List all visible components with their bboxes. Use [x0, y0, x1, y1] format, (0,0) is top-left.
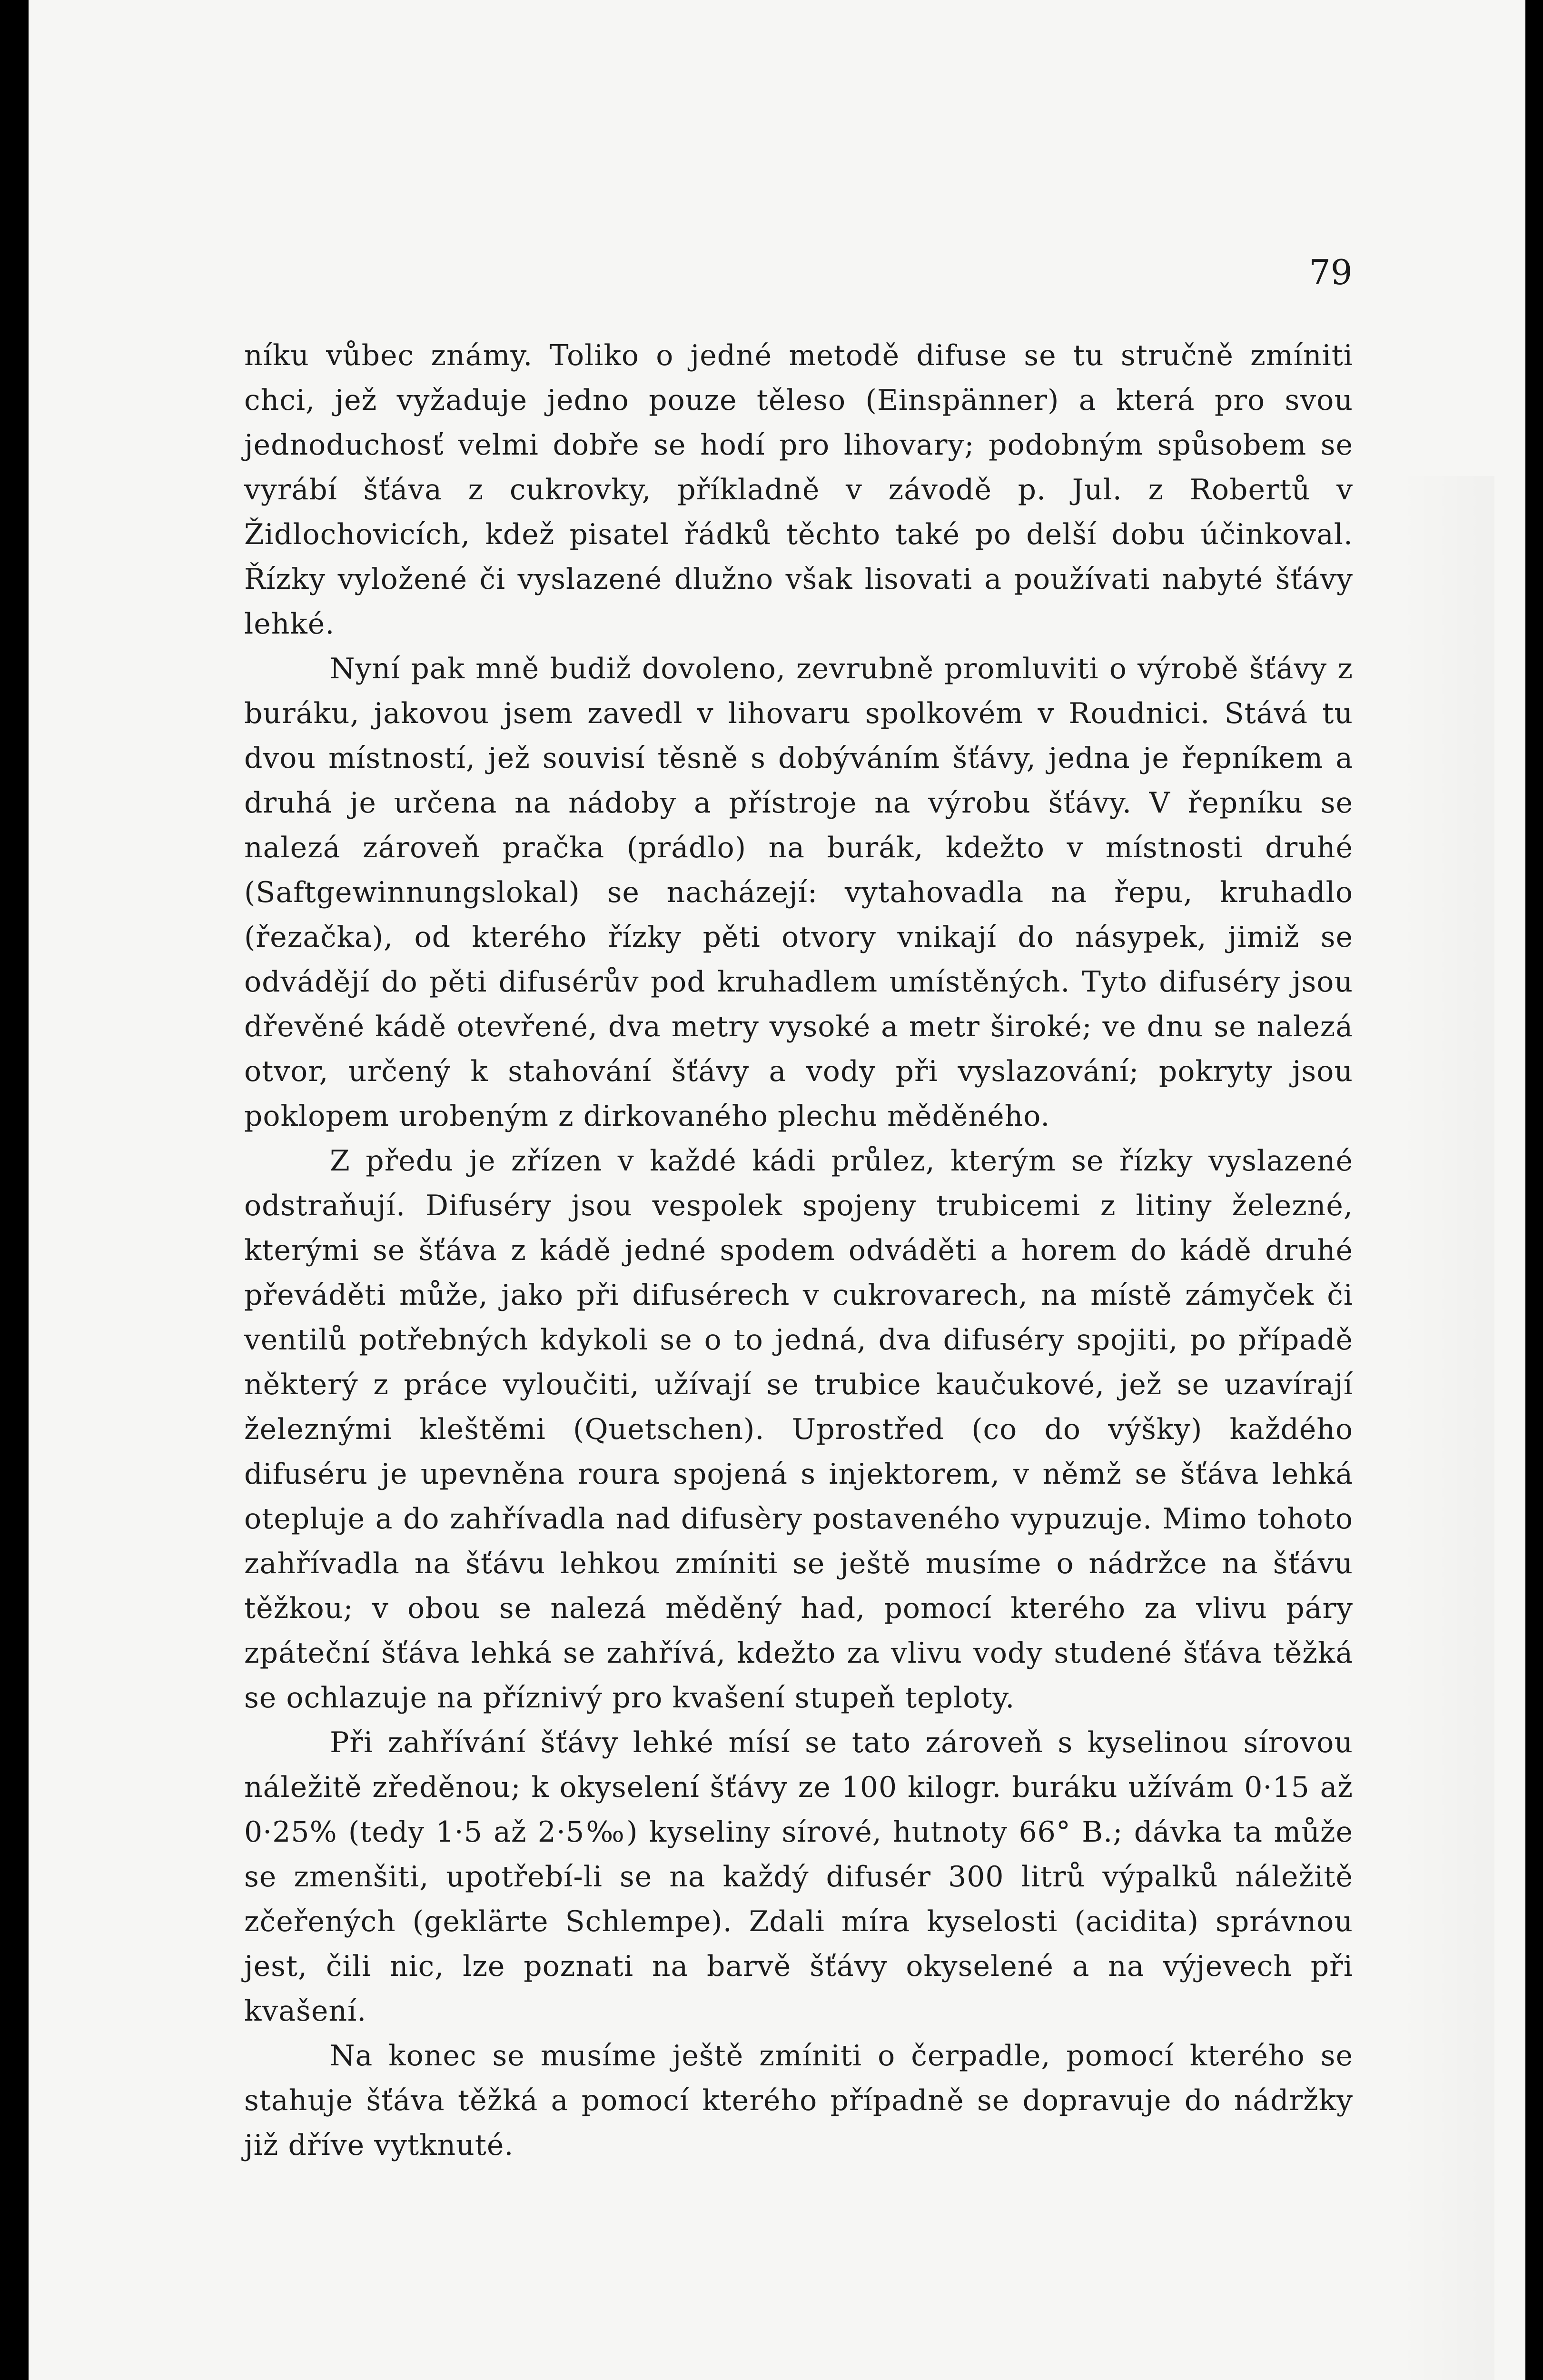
paragraph-3: Z předu je zřízen v každé kádi průlez, kterým se řízky vyslazené odstraňují. Difuséry jsou vespolek spojeny trubicemi z litiny železné, kterými se šťáva z kádě jedné spodem odváděti a horem do kádě druhé převáděti může, jako při difusérech v cukrovarech, na místě zámyček či ventilů potřebných kdykoli se o to jedná, dva difuséry spojiti, po případě některý z práce vyloučiti, užívají se trubice kaučukové, jež se uzavírají železnými kleštěmi (Quetschen). Uprostřed (co do výšky) každého difuséru je upevněna roura spojená s injektorem, v němž se šťáva lehká otepluje a do zahřívadla nad difusèry postaveného vypuzuje. Mimo tohoto zahřívadla na šťávu lehkou zmíniti se ještě musíme o nádržce na šťávu těžkou; v obou se nalezá měděný had, pomocí kterého za vlivu páry zpáteční šťáva lehká se zahřívá, kdežto za vlivu vody studené šťáva těžká se ochlazuje na příznivý pro kvašení stupeň teploty. [244, 1144, 1353, 1715]
paragraph-5: Na konec se musíme ještě zmíniti o čerpadle, pomocí kterého se stahuje šťáva těžká a pomocí kterého případně se dopravuje do nádržky již dříve vytknuté. [244, 2039, 1353, 2162]
page-shading [1399, 476, 1494, 2380]
body-text [244, 333, 1353, 2168]
paragraph-1: níku vůbec známy. Toliko o jedné metodě difuse se tu stručně zmíniti chci, jež vyžaduje jedno pouze těleso (Einspänner) a která pro svou jednoduchosť velmi dobře se hodí pro lihovary; podobným spůsobem se vyrábí šťáva z cukrovky, příkladně v závodě p. Jul. z Robertů v Židlochovicích, kdež pisatel řádků těchto také po delší dobu účinkoval. Řízky vyložené či vyslazené dlužno však lisovati a používati nabyté šťávy lehké. [244, 339, 1353, 641]
book-page [29, 0, 1525, 2380]
paragraph-2: Nyní pak mně budiž dovoleno, zevrubně promluviti o výrobě šťávy z buráku, jakovou jsem zavedl v lihovaru spolkovém v Roudnici. Stává tu dvou místností, jež souvisí těsně s dobýváním šťávy, jedna je řepníkem a druhá je určena na nádoby a přístroje na výrobu šťávy. V řepníku se nalezá zároveň pračka (prádlo) na burák, kdežto v místnosti druhé (Saftgewinnungslokal) se nacházejí: vytahovadla na řepu, kruhadlo (řezačka), od kterého řízky pěti otvory vnikají do násypek, jimiž se odvádějí do pěti difusérův pod kruhadlem umístěných. Tyto difuséry jsou dřevěné kádě otevřené, dva metry vysoké a metr široké; ve dnu se nalezá otvor, určený k stahování šťávy a vody při vyslazování; pokryty jsou poklopem urobeným z dirkovaného plechu měděného. [244, 652, 1353, 1133]
page-number: 79 [1309, 252, 1353, 292]
paragraph-4: Při zahřívání šťávy lehké mísí se tato zároveň s kyselinou sírovou náležitě zředěnou; k okyselení šťávy ze 100 kilogr. buráku užívám 0·15 až 0·25% (tedy 1·5 až 2·5‰) kyseliny sírové, hutnoty 66° B.; dávka ta může se zmenšiti, upotřebí-li se na každý difusér 300 litrů výpalků náležitě zčeřených (geklärte Schlempe). Zdali míra kyselosti (acidita) správnou jest, čili nic, lze poznati na barvě šťávy okyselené a na výjevech při kvašení. [244, 1726, 1353, 2028]
